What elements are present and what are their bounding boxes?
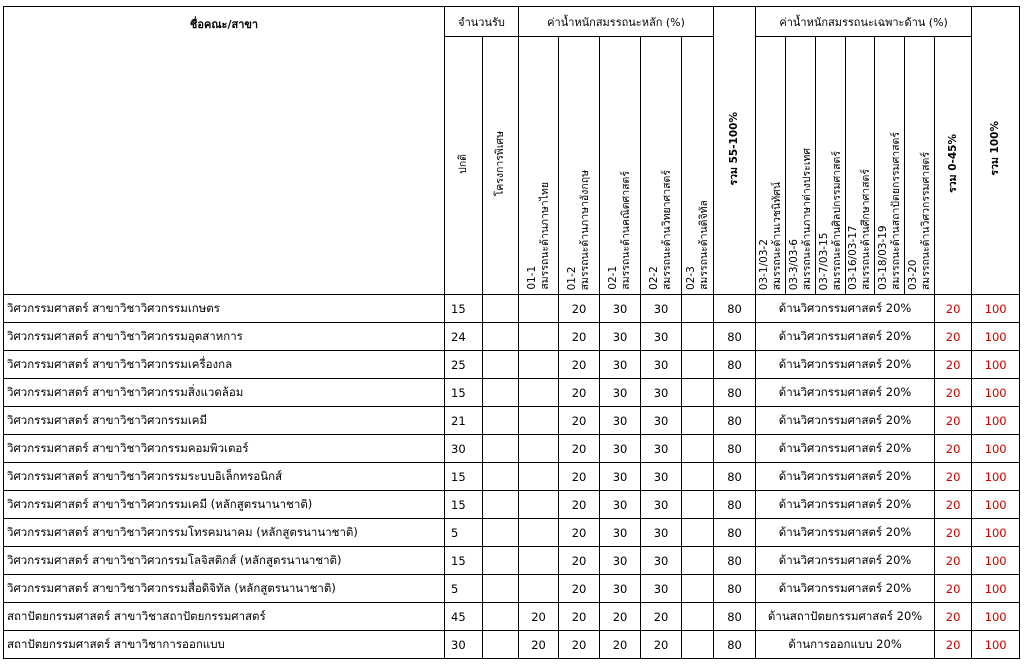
row-core-math: 30 xyxy=(600,295,641,323)
header-core-math: 02-1 สมรรถนะด้านคณิตศาสตร์ xyxy=(600,37,641,295)
row-name: วิศวกรรมศาสตร์ สาขาวิชาวิศวกรรมเคมี (หลักสูตรนานาชาติ) xyxy=(4,491,445,519)
row-core-digital xyxy=(682,631,714,659)
table-row xyxy=(4,435,1020,463)
row-core-digital xyxy=(682,575,714,603)
header-spec-foreign-language: 03-3/03-6 สมรรถนะด้านภาษาต่างประเทศ xyxy=(786,37,816,295)
row-core-thai xyxy=(519,575,559,603)
row-quota-normal: 5 xyxy=(445,575,483,603)
row-core-total: 80 xyxy=(714,603,756,631)
row-total: 100 xyxy=(972,575,1020,603)
row-quota-special xyxy=(483,295,519,323)
table-row xyxy=(4,295,1020,323)
row-core-science: 30 xyxy=(641,295,682,323)
row-name: วิศวกรรมศาสตร์ สาขาวิชาวิศวกรรมคอมพิวเตอร์ xyxy=(4,435,445,463)
admission-weight-table xyxy=(3,6,1020,659)
header-quota-special: โครงการพิเศษ xyxy=(483,37,519,295)
row-quota-normal: 24 xyxy=(445,323,483,351)
header-core-thai: 01-1 สมรรถนะด้านภาษาไทย xyxy=(519,37,559,295)
row-core-science: 30 xyxy=(641,575,682,603)
row-specific: ด้านสถาปัตยกรรมศาสตร์ 20% xyxy=(756,603,935,631)
table-row xyxy=(4,379,1020,407)
row-core-science: 20 xyxy=(641,631,682,659)
row-core-thai xyxy=(519,407,559,435)
row-core-total: 80 xyxy=(714,631,756,659)
row-core-thai xyxy=(519,547,559,575)
row-core-english: 20 xyxy=(559,407,600,435)
row-core-math: 30 xyxy=(600,463,641,491)
row-core-math: 30 xyxy=(600,379,641,407)
row-core-total: 80 xyxy=(714,407,756,435)
row-name: วิศวกรรมศาสตร์ สาขาวิชาวิศวกรรมโลจิสติกส์ (หลักสูตรนานาชาติ) xyxy=(4,547,445,575)
row-core-english: 20 xyxy=(559,463,600,491)
row-quota-special xyxy=(483,519,519,547)
row-quota-normal: 15 xyxy=(445,491,483,519)
row-specific-total: 20 xyxy=(935,379,972,407)
row-quota-normal: 15 xyxy=(445,379,483,407)
table-row xyxy=(4,491,1020,519)
table-row xyxy=(4,323,1020,351)
row-specific: ด้านวิศวกรรมศาสตร์ 20% xyxy=(756,463,935,491)
row-specific: ด้านวิศวกรรมศาสตร์ 20% xyxy=(756,575,935,603)
row-core-digital xyxy=(682,463,714,491)
row-specific: ด้านวิศวกรรมศาสตร์ 20% xyxy=(756,519,935,547)
row-name: วิศวกรรมศาสตร์ สาขาวิชาวิศวกรรมเคมี xyxy=(4,407,445,435)
row-name: วิศวกรรมศาสตร์ สาขาวิชาวิศวกรรมระบบอิเล็กทรอนิกส์ xyxy=(4,463,445,491)
row-core-math: 30 xyxy=(600,323,641,351)
header-spec-fine-arts: 03-7/03-15 สมรรถนะด้านศิลปกรรมศาสตร์ xyxy=(816,37,846,295)
header-core-science: 02-2 สมรรถนะด้านวิทยาศาสตร์ xyxy=(641,37,682,295)
row-core-english: 20 xyxy=(559,295,600,323)
row-core-math: 30 xyxy=(600,519,641,547)
row-total: 100 xyxy=(972,379,1020,407)
row-total: 100 xyxy=(972,323,1020,351)
table-row xyxy=(4,407,1020,435)
header-specific-total: รวม 0-45% xyxy=(935,37,972,295)
header-spec-medical: 03-1/03-2 สมรรถนะด้านเวชนิทัศน์ xyxy=(756,37,786,295)
row-quota-normal: 15 xyxy=(445,463,483,491)
row-core-digital xyxy=(682,435,714,463)
row-name: วิศวกรรมศาสตร์ สาขาวิชาวิศวกรรมเครื่องกล xyxy=(4,351,445,379)
row-core-math: 20 xyxy=(600,603,641,631)
row-quota-special xyxy=(483,463,519,491)
row-core-english: 20 xyxy=(559,603,600,631)
row-specific-total: 20 xyxy=(935,547,972,575)
row-total: 100 xyxy=(972,519,1020,547)
row-quota-normal: 15 xyxy=(445,295,483,323)
row-specific-total: 20 xyxy=(935,519,972,547)
table-row xyxy=(4,463,1020,491)
row-core-total: 80 xyxy=(714,435,756,463)
row-specific-total: 20 xyxy=(935,407,972,435)
row-quota-special xyxy=(483,351,519,379)
row-core-english: 20 xyxy=(559,547,600,575)
row-total: 100 xyxy=(972,631,1020,659)
header-faculty: ชื่อคณะ/สาขา xyxy=(4,7,445,295)
row-core-total: 80 xyxy=(714,295,756,323)
row-core-science: 30 xyxy=(641,323,682,351)
row-core-digital xyxy=(682,603,714,631)
row-quota-special xyxy=(483,631,519,659)
row-core-english: 20 xyxy=(559,351,600,379)
row-core-total: 80 xyxy=(714,519,756,547)
header-quota-normal: ปกติ xyxy=(445,37,483,295)
row-total: 100 xyxy=(972,351,1020,379)
row-core-thai: 20 xyxy=(519,631,559,659)
row-name: วิศวกรรมศาสตร์ สาขาวิชาวิศวกรรมสิ่งแวดล้อม xyxy=(4,379,445,407)
row-quota-normal: 25 xyxy=(445,351,483,379)
row-core-total: 80 xyxy=(714,463,756,491)
row-core-science: 30 xyxy=(641,351,682,379)
row-core-total: 80 xyxy=(714,351,756,379)
row-quota-special xyxy=(483,379,519,407)
row-name: วิศวกรรมศาสตร์ สาขาวิชาวิศวกรรมเกษตร xyxy=(4,295,445,323)
row-core-science: 30 xyxy=(641,435,682,463)
row-quota-special xyxy=(483,547,519,575)
header-specific-group: ค่าน้ำหนักสมรรถนะเฉพาะด้าน (%) xyxy=(756,7,972,37)
row-core-thai: 20 xyxy=(519,603,559,631)
row-core-english: 20 xyxy=(559,519,600,547)
row-total: 100 xyxy=(972,435,1020,463)
row-core-thai xyxy=(519,351,559,379)
table-row xyxy=(4,519,1020,547)
row-quota-normal: 15 xyxy=(445,547,483,575)
row-total: 100 xyxy=(972,491,1020,519)
row-total: 100 xyxy=(972,603,1020,631)
row-specific-total: 20 xyxy=(935,491,972,519)
row-core-science: 30 xyxy=(641,547,682,575)
row-specific: ด้านวิศวกรรมศาสตร์ 20% xyxy=(756,407,935,435)
row-core-thai xyxy=(519,519,559,547)
table-row xyxy=(4,603,1020,631)
row-core-total: 80 xyxy=(714,491,756,519)
row-core-digital xyxy=(682,407,714,435)
header-spec-education: 03-16/03-17 สมรรถนะด้านศึกษาศาสตร์ xyxy=(846,37,875,295)
header-core-digital: 02-3 สมรรถนะด้านดิจิทัล xyxy=(682,37,714,295)
row-core-thai xyxy=(519,295,559,323)
row-specific: ด้านวิศวกรรมศาสตร์ 20% xyxy=(756,351,935,379)
row-core-math: 30 xyxy=(600,575,641,603)
row-quota-special xyxy=(483,435,519,463)
row-name: วิศวกรรมศาสตร์ สาขาวิชาวิศวกรรมโทรคมนาคม (หลักสูตรนานาชาติ) xyxy=(4,519,445,547)
row-core-thai xyxy=(519,323,559,351)
table-body xyxy=(4,295,1020,659)
row-core-thai xyxy=(519,463,559,491)
row-core-thai xyxy=(519,491,559,519)
row-core-total: 80 xyxy=(714,379,756,407)
row-specific-total: 20 xyxy=(935,575,972,603)
row-quota-normal: 21 xyxy=(445,407,483,435)
row-core-digital xyxy=(682,295,714,323)
row-core-digital xyxy=(682,547,714,575)
row-quota-normal: 30 xyxy=(445,435,483,463)
table-row xyxy=(4,547,1020,575)
row-quota-normal: 30 xyxy=(445,631,483,659)
row-quota-special xyxy=(483,407,519,435)
row-quota-special xyxy=(483,575,519,603)
row-specific-total: 20 xyxy=(935,351,972,379)
row-core-digital xyxy=(682,519,714,547)
row-core-digital xyxy=(682,351,714,379)
row-total: 100 xyxy=(972,295,1020,323)
table-row xyxy=(4,631,1020,659)
header-total-100: รวม 100% xyxy=(972,7,1020,295)
row-core-english: 20 xyxy=(559,491,600,519)
row-specific: ด้านวิศวกรรมศาสตร์ 20% xyxy=(756,491,935,519)
row-specific-total: 20 xyxy=(935,435,972,463)
row-core-thai xyxy=(519,435,559,463)
header-spec-architecture: 03-18/03-19 สมรรถนะด้านสถาปัตยกรรมศาสตร์ xyxy=(875,37,905,295)
row-core-english: 20 xyxy=(559,379,600,407)
row-name: สถาปัตยกรรมศาสตร์ สาขาวิชาสถาปัตยกรรมศาสตร์ xyxy=(4,603,445,631)
row-core-math: 30 xyxy=(600,407,641,435)
row-specific-total: 20 xyxy=(935,323,972,351)
row-core-digital xyxy=(682,491,714,519)
row-specific-total: 20 xyxy=(935,603,972,631)
row-specific: ด้านการออกแบบ 20% xyxy=(756,631,935,659)
row-core-thai xyxy=(519,379,559,407)
row-name: วิศวกรรมศาสตร์ สาขาวิชาวิศวกรรมอุตสาหการ xyxy=(4,323,445,351)
header-core-total: รวม 55-100% xyxy=(714,7,756,295)
row-core-digital xyxy=(682,379,714,407)
row-core-math: 30 xyxy=(600,491,641,519)
row-core-science: 30 xyxy=(641,379,682,407)
row-quota-normal: 5 xyxy=(445,519,483,547)
row-quota-normal: 45 xyxy=(445,603,483,631)
row-total: 100 xyxy=(972,547,1020,575)
row-total: 100 xyxy=(972,407,1020,435)
row-specific: ด้านวิศวกรรมศาสตร์ 20% xyxy=(756,379,935,407)
row-core-english: 20 xyxy=(559,323,600,351)
row-quota-special xyxy=(483,323,519,351)
row-total: 100 xyxy=(972,463,1020,491)
table-row xyxy=(4,351,1020,379)
row-core-total: 80 xyxy=(714,547,756,575)
row-core-science: 30 xyxy=(641,491,682,519)
header-spec-engineering: 03-20 สมรรถนะด้านวิศวกรรมศาสตร์ xyxy=(905,37,935,295)
header-quota: จำนวนรับ xyxy=(445,7,519,37)
header-core-english: 01-2 สมรรถนะด้านภาษาอังกฤษ xyxy=(559,37,600,295)
row-specific: ด้านวิศวกรรมศาสตร์ 20% xyxy=(756,295,935,323)
header-core-group: ค่าน้ำหนักสมรรถนะหลัก (%) xyxy=(519,7,714,37)
row-core-english: 20 xyxy=(559,575,600,603)
row-core-science: 30 xyxy=(641,519,682,547)
row-quota-special xyxy=(483,491,519,519)
row-core-science: 20 xyxy=(641,603,682,631)
row-core-total: 80 xyxy=(714,575,756,603)
table-row xyxy=(4,575,1020,603)
row-core-science: 30 xyxy=(641,463,682,491)
row-specific: ด้านวิศวกรรมศาสตร์ 20% xyxy=(756,323,935,351)
row-core-math: 30 xyxy=(600,547,641,575)
row-core-science: 30 xyxy=(641,407,682,435)
row-core-english: 20 xyxy=(559,631,600,659)
row-core-digital xyxy=(682,323,714,351)
row-specific-total: 20 xyxy=(935,631,972,659)
row-core-total: 80 xyxy=(714,323,756,351)
row-name: วิศวกรรมศาสตร์ สาขาวิชาวิศวกรรมสื่อดิจิทัล (หลักสูตรนานาชาติ) xyxy=(4,575,445,603)
row-name: สถาปัตยกรรมศาสตร์ สาขาวิชาการออกแบบ xyxy=(4,631,445,659)
row-core-math: 20 xyxy=(600,631,641,659)
row-specific-total: 20 xyxy=(935,463,972,491)
row-core-english: 20 xyxy=(559,435,600,463)
row-specific-total: 20 xyxy=(935,295,972,323)
row-core-math: 30 xyxy=(600,351,641,379)
row-specific: ด้านวิศวกรรมศาสตร์ 20% xyxy=(756,547,935,575)
row-specific: ด้านวิศวกรรมศาสตร์ 20% xyxy=(756,435,935,463)
row-core-math: 30 xyxy=(600,435,641,463)
row-quota-special xyxy=(483,603,519,631)
